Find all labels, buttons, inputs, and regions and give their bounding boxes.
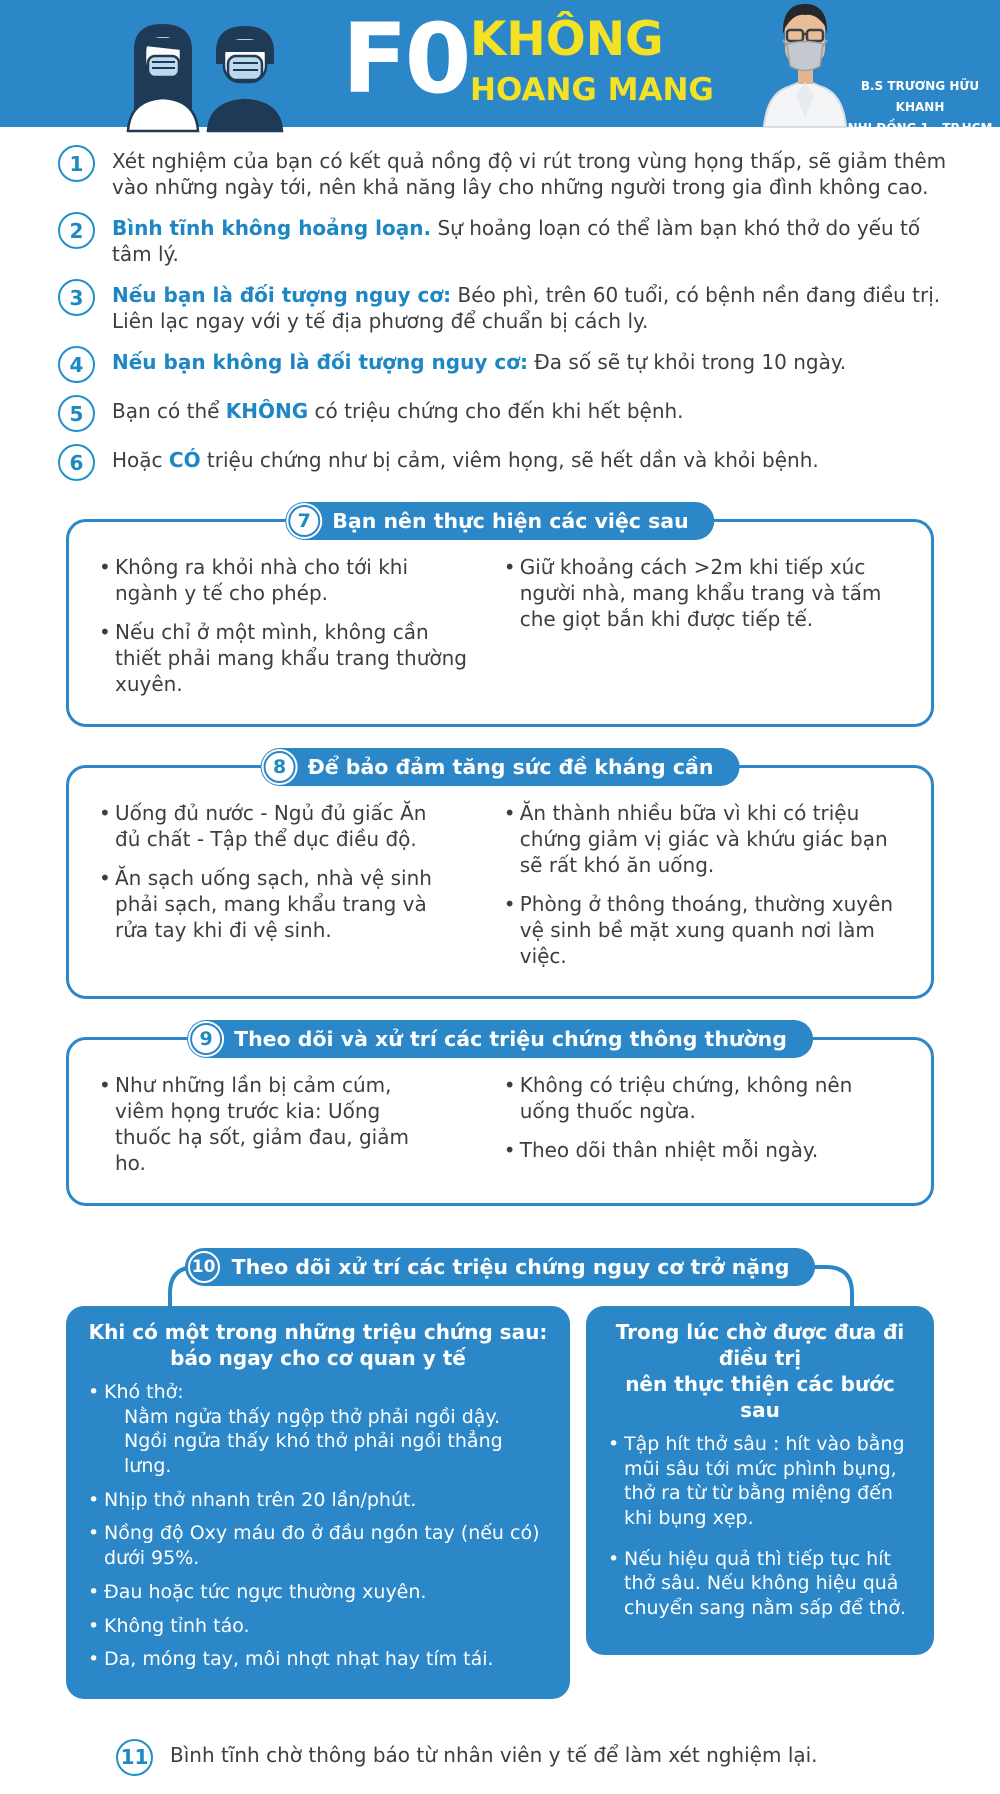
list-item: • Da, móng tay, môi nhợt nhạt hay tím tái. — [86, 1647, 550, 1672]
list-item: • Phòng ở thông thoáng, thường xuyên vệ sinh bề mặt xung quanh nơi làm việc. — [502, 891, 897, 969]
list-item: • Nồng độ Oxy máu đo ở đầu ngón tay (nếu có) dưới 95%. — [86, 1521, 550, 1570]
list-item: • Nếu hiệu quả thì tiếp tục hít thở sâu. Nếu không hiệu quả chuyển sang nằm sấp để thở. — [606, 1547, 914, 1621]
list-item: • Tập hít thở sâu : hít vào bằng mũi sâu tới mức phình bụng, thở ra từ từ bằng miệng đến khi bụng xẹp. — [606, 1432, 914, 1531]
section-9-right-list — [502, 1072, 907, 1189]
list-item: • Nếu chỉ ở một mình, không cần thiết phải mang khẩu trang thường xuyên. — [97, 619, 476, 697]
list-item: • Uống đủ nước - Ngủ đủ giấc Ăn đủ chất - Tập thể dục điều độ. — [97, 800, 427, 852]
list-item: • Nhịp thở nhanh trên 20 lần/phút. — [86, 1488, 550, 1513]
section-10 — [0, 1248, 1000, 1699]
step-2-text: Bình tĩnh không hoảng loạn. Sự hoảng loạn có thể làm bạn khó thở do yếu tố tâm lý. — [112, 216, 921, 266]
doctor-portrait — [758, 0, 853, 127]
step-4-text: Nếu bạn không là đối tượng nguy cơ: Đa số sẽ tự khỏi trong 10 ngày. — [112, 350, 847, 374]
list-item: • Đau hoặc tức ngực thường xuyên. — [86, 1580, 550, 1605]
section-8-left-list — [97, 800, 476, 982]
section-7-title: Bạn nên thực hiện các việc sau — [332, 509, 689, 533]
list-item: • Giữ khoảng cách >2m khi tiếp xúc người nhà, mang khẩu trang và tấm che giọt bắn khi được tiếp tế. — [502, 554, 897, 632]
section-10-header — [185, 1248, 816, 1286]
waiting-steps-box — [586, 1306, 934, 1655]
step-2-badge — [58, 212, 95, 249]
step-11-number: 11 — [120, 1745, 149, 1770]
list-item: • Không có triệu chứng, không nên uống thuốc ngừa. — [502, 1072, 897, 1124]
step-11-badge — [116, 1739, 153, 1776]
step-4-number: 4 — [69, 352, 84, 377]
section-7-box — [66, 509, 934, 727]
waiting-steps-list — [606, 1432, 914, 1621]
symptoms-warning-list — [86, 1380, 550, 1672]
final-step — [58, 1721, 954, 1776]
step-item-4 — [58, 345, 954, 383]
step-6-number: 6 — [69, 450, 84, 475]
step-5-text: Bạn có thể KHÔNG có triệu chứng cho đến khi hết bệnh. — [112, 399, 684, 423]
masked-couple-illustration — [112, 16, 312, 131]
list-item: • Theo dõi thân nhiệt mỗi ngày. — [502, 1137, 897, 1163]
step-11-text: Bình tĩnh chờ thông báo từ nhân viên y tế để làm xét nghiệm lại. — [170, 1742, 818, 1767]
step-2-number: 2 — [69, 218, 84, 243]
list-item: • Không ra khỏi nhà cho tới khi ngành y tế cho phép. — [97, 554, 476, 606]
section-7-badge: 7 — [288, 505, 320, 537]
step-3-number: 3 — [69, 285, 84, 310]
title-f0: F0 — [342, 3, 469, 115]
title-khong: KHÔNG — [470, 12, 664, 67]
step-6-badge — [58, 444, 95, 481]
step-item-3 — [58, 278, 954, 334]
step-6-text: Hoặc CÓ triệu chứng như bị cảm, viêm họng, sẽ hết dần và khỏi bệnh. — [112, 448, 819, 472]
section-9-badge: 9 — [190, 1023, 222, 1055]
section-9-box — [66, 1027, 934, 1206]
section-8-title: Để bảo đảm tăng sức đề kháng cần — [307, 755, 714, 779]
step-item-2 — [58, 211, 954, 267]
section-8-badge: 8 — [264, 751, 296, 783]
step-item-6 — [58, 443, 954, 481]
doctor-org: NHI ĐỒNG 1 - TP.HCM — [847, 121, 993, 135]
section-8-right-list — [502, 800, 907, 982]
symptoms-warning-title: Khi có một trong những triệu chứng sau: báo ngay cho cơ quan y tế — [88, 1320, 548, 1370]
steps-list — [0, 127, 1000, 481]
step-3-badge — [58, 279, 95, 316]
step-5-badge — [58, 395, 95, 432]
step-5-number: 5 — [69, 401, 84, 426]
section-7-left-list — [97, 554, 476, 710]
title-hoang-mang: HOANG MANG — [470, 71, 714, 108]
section-10-title: Theo dõi xử trí các triệu chứng nguy cơ trở nặng — [231, 1255, 790, 1279]
step-1-badge — [58, 145, 95, 182]
step-3-text: Nếu bạn là đối tượng nguy cơ: Béo phì, trên 60 tuổi, có bệnh nền đang điều trị. Liên lạc ngay với y tế địa phương để chuẩn bị cách ly. — [112, 283, 941, 333]
step-item-11 — [116, 1738, 908, 1776]
step-4-badge — [58, 346, 95, 383]
list-item: • Ăn sạch uống sạch, nhà vệ sinh phải sạch, mang khẩu trang và rửa tay khi đi vệ sinh. — [97, 865, 457, 943]
list-item: • Ăn thành nhiều bữa vì khi có triệu chứng giảm vị giác và khứu giác bạn sẽ rất khó ăn uống. — [502, 800, 897, 878]
waiting-steps-title: Trong lúc chờ được đưa đi điều trị nên thực thiện các bước sau — [615, 1320, 905, 1422]
section-10-badge: 10 — [188, 1251, 220, 1283]
section-8-box — [66, 755, 934, 999]
symptoms-warning-box — [66, 1306, 570, 1699]
section-7-right-list — [502, 554, 907, 710]
step-item-5 — [58, 394, 954, 432]
step-1-text: Xét nghiệm của bạn có kết quả nồng độ vi rút trong vùng họng thấp, sẽ giảm thêm vào những ngày tới, nên khả năng lây cho những người trong gia đình không cao. — [112, 149, 947, 199]
header — [0, 0, 1000, 135]
doctor-caption — [845, 76, 995, 139]
list-item: • Như những lần bị cảm cúm, viêm họng trước kia: Uống thuốc hạ sốt, giảm đau, giảm ho. — [97, 1072, 437, 1176]
title-subtitle — [470, 14, 714, 109]
doctor-name: B.S TRƯƠNG HỮU KHANH — [860, 79, 980, 114]
list-item: • Khó thở: Nằm ngửa thấy ngộp thở phải ngồi dậy. Ngồi ngửa thấy khó thở phải ngồi thẳng lưng. — [86, 1380, 550, 1479]
section-7-header — [285, 502, 714, 540]
section-9-header — [187, 1020, 813, 1058]
section-9-left-list — [97, 1072, 476, 1189]
step-1-number: 1 — [69, 151, 84, 176]
section-9-title: Theo dõi và xử trí các triệu chứng thông thường — [234, 1027, 787, 1051]
step-item-1 — [58, 144, 954, 200]
section-8-header — [261, 748, 740, 786]
list-item: • Không tỉnh táo. — [86, 1614, 550, 1639]
